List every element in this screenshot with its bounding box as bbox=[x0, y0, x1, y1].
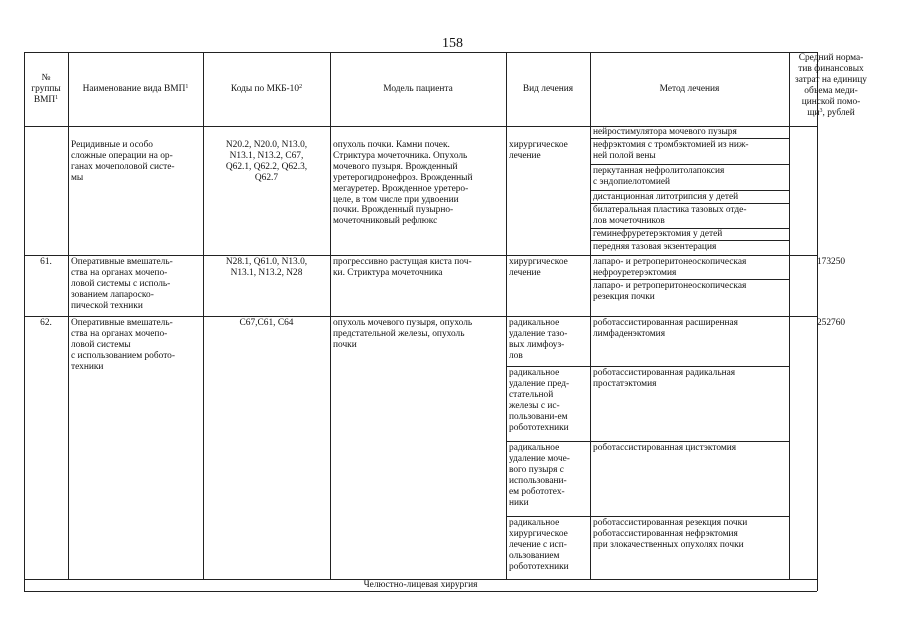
subrow-method: роботассистированная расширенная лимфаденэктомия bbox=[593, 318, 738, 339]
header-treatment-method: Метод лечения bbox=[659, 84, 720, 94]
subrow-method: роботассистированная радикальная простатэктомия bbox=[593, 368, 736, 389]
row-name: Оперативные вмешатель- ства на органах мочепо- ловой системы с использованием робото- техники bbox=[71, 318, 175, 372]
subrow-treatment: радикальное удаление моче- вого пузыря с использовани- ем робототех- ники bbox=[509, 443, 570, 508]
method-item: лапаро- и ретроперитонеоскопическая резекция почки bbox=[593, 281, 747, 302]
row-patient: опухоль мочевого пузыря, опухоль предстательной железы, опухоль почки bbox=[333, 318, 473, 350]
subrow-method: роботассистированная цистэктомия bbox=[593, 443, 737, 453]
row-number: 62. bbox=[40, 318, 52, 328]
header-treatment-type: Вид лечения bbox=[522, 84, 574, 94]
header-name: Наименование вида ВМП$^1$ bbox=[82, 84, 189, 94]
header-patient-model: Модель пациента bbox=[383, 84, 453, 94]
row-patient: опухоль почки. Камни почек. Стриктура мочеточника. Опухоль мочевого пузыря. Врожденный уретерогидронефроз. Врожденный мегауретер. Врожденное уретеро- целе, в том числе при удвоении почки. Врожденный пузырно- мочеточниковый рефлюкс bbox=[333, 140, 473, 227]
method-item: геминефруретерэктомия у детей bbox=[593, 229, 723, 239]
header-icd-codes: Коды по МКБ-$10^2$ bbox=[230, 84, 303, 94]
row-patient: прогрессивно растущая киста поч- ки. Стриктура мочеточника bbox=[333, 257, 472, 278]
row-number: 61. bbox=[40, 257, 52, 267]
subrow-treatment: радикальное удаление пред- стательной железы с ис- пользовани-ем робототехники bbox=[509, 368, 570, 433]
row-cost: 252760 bbox=[816, 318, 846, 328]
method-item: билатеральная пластика тазовых отде- лов мочеточников bbox=[593, 205, 747, 226]
method-item: нефрэктомия с тромбэктомией из ниж- ней полой вены bbox=[593, 140, 749, 161]
method-item: дистанционная литотрипсия у детей bbox=[593, 192, 739, 202]
method-item: лапаро- и ретроперитонеоскопическая нефроуретерэктомия bbox=[593, 257, 747, 278]
row-codes: N28.1, Q61.0, N13.0, N13.1, N13.2, N28 bbox=[225, 257, 308, 278]
method-item: перкутанная нефролитолапоксия с эндопиелотомией bbox=[593, 166, 725, 187]
row-name: Рецидивные и особо сложные операции на ор- ганах мочеполовой систе- мы bbox=[71, 140, 175, 183]
header-cost: Средний норма- тив финансовых затрат на единицу объема меди- цинской помо- $щи^3$, рублей bbox=[795, 53, 867, 118]
row-treatment: хирургическое лечение bbox=[509, 140, 568, 161]
header-group-no: № группы ВМП$^1$ bbox=[31, 73, 61, 105]
section-title: Челюстно-лицевая хирургия bbox=[363, 580, 478, 590]
row-treatment: хирургическое лечение bbox=[509, 257, 568, 278]
row-codes: C67,C61, C64 bbox=[239, 318, 294, 328]
method-item: передняя тазовая экзентерация bbox=[593, 242, 717, 252]
row-codes: N20.2, N20.0, N13.0, N13.1, N13.2, C67, Q62.1, Q62.2, Q62.3, Q62.7 bbox=[225, 140, 308, 183]
row-name: Оперативные вмешатель- ства на органах мочепо- ловой системы с исполь- зованием лапароско- пической техники bbox=[71, 257, 173, 311]
subrow-method: роботассистированная резекция почки роботассистированная нефрэктомия при злокачественных опухолях почки bbox=[593, 518, 748, 550]
subrow-treatment: радикальное хирургическое лечение с исп- ользованием робототехники bbox=[509, 518, 569, 572]
subrow-treatment: радикальное удаление тазо- вых лимфоуз- лов bbox=[509, 318, 568, 361]
row-cost: 173250 bbox=[816, 257, 846, 267]
method-continued: нейростимулятора мочевого пузыря bbox=[593, 127, 737, 137]
page-number: 158 bbox=[442, 36, 463, 51]
